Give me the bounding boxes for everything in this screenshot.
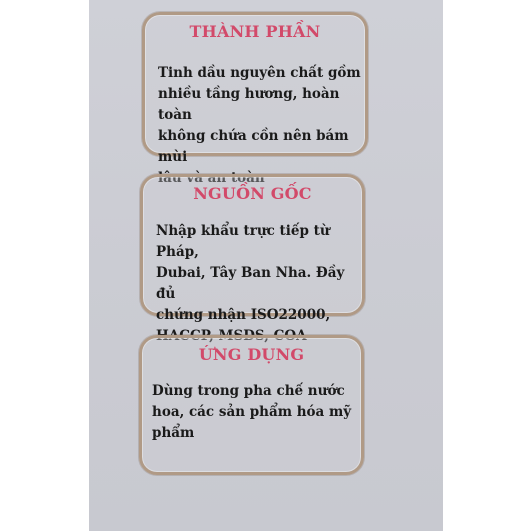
application-text xyxy=(152,381,358,444)
application-card xyxy=(139,335,364,475)
ingredients-line: Tinh dầu nguyên chất gồm xyxy=(158,65,361,81)
application-title: ỨNG DỤNG xyxy=(198,345,305,364)
origin-line: Dubai, Tây Ban Nha. Đầy đủ xyxy=(156,265,345,302)
ingredients-text xyxy=(158,63,364,189)
application-line: hoa, các sản phẩm hóa mỹ xyxy=(152,404,352,420)
origin-text xyxy=(156,221,362,347)
ingredients-card xyxy=(142,12,368,186)
application-line: Dùng trong pha chế nước xyxy=(152,383,345,399)
ingredients-line: lâu và an toàn xyxy=(158,170,265,186)
ingredients-line: không chứa cồn nên bám mùi xyxy=(158,128,349,165)
origin-title: NGUỒN GỐC xyxy=(193,184,312,203)
origin-card xyxy=(140,174,365,344)
application-line: phẩm xyxy=(152,425,195,441)
ingredients-title: THÀNH PHẦN xyxy=(189,22,321,41)
origin-line: Nhập khẩu trực tiếp từ Pháp, xyxy=(156,223,330,260)
origin-line: chứng nhận ISO22000, xyxy=(156,307,331,323)
origin-line: HACCP, MSDS, COA xyxy=(156,328,307,344)
ingredients-line: nhiều tầng hương, hoàn toàn xyxy=(158,86,340,123)
